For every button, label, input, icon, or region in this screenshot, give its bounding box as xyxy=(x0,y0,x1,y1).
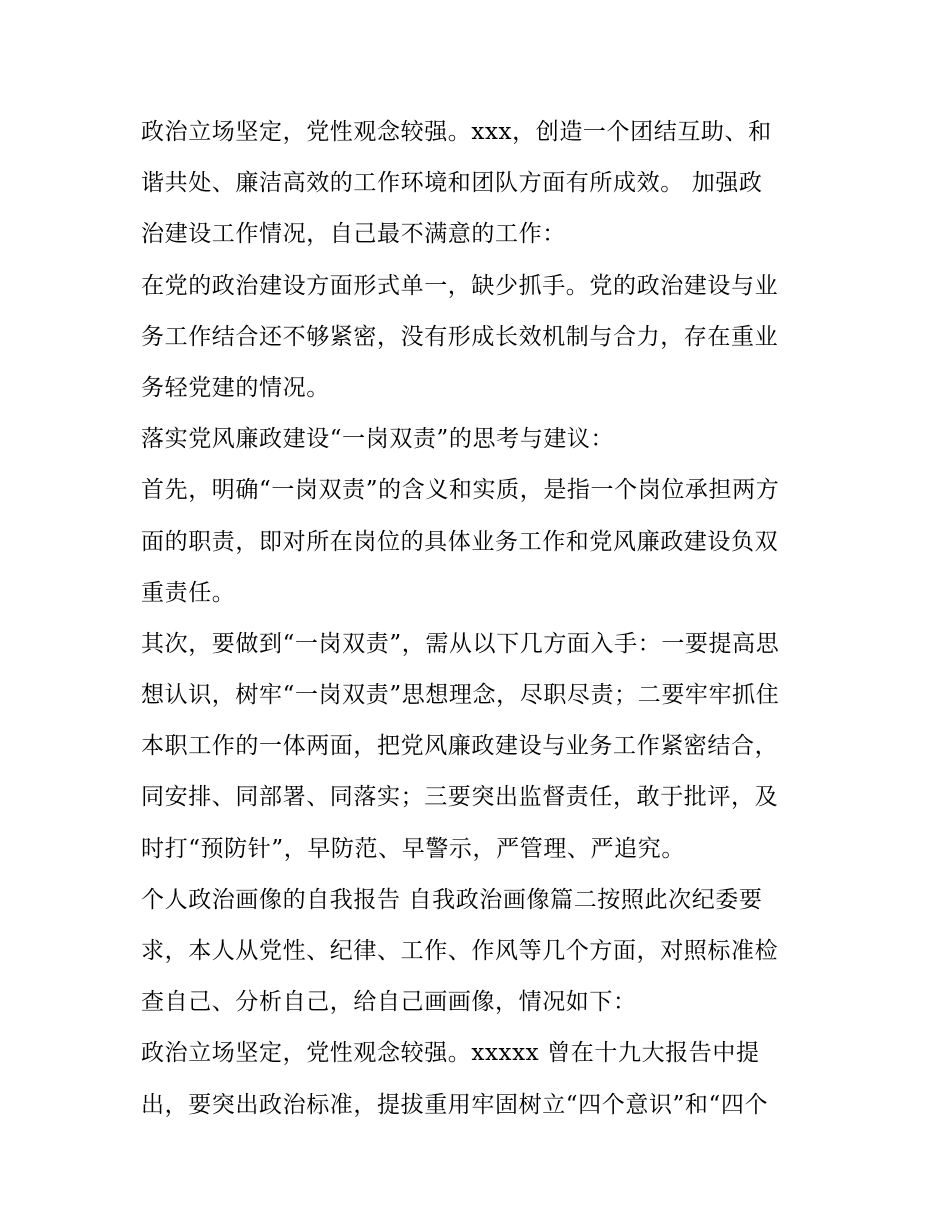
text-line: 个人政治画像的自我报告 自我政治画像篇二按照此次纪委要 xyxy=(141,886,763,913)
text-line: 查自己、分析自己，给自己画画像，情况如下： xyxy=(141,989,637,1016)
text-line: 想认识，树牢“一岗双责”思想理念，尽职尽责；二要牢牢抓住 xyxy=(141,682,780,709)
document-body xyxy=(141,108,831,1132)
text-line: 治建设工作情况，自己最不满意的工作： xyxy=(141,221,566,248)
text-line: 落实党风廉政建设“一岗双责”的思考与建议： xyxy=(141,426,615,453)
text-line: 面的职责，即对所在岗位的具体业务工作和党风廉政建设负双 xyxy=(141,528,779,555)
text-line: 首先，明确“一岗双责”的含义和实质，是指一个岗位承担两方 xyxy=(141,477,780,504)
text-line: 出，要突出政治标准，提拔重用牢固树立“四个意识”和“四个 xyxy=(141,1091,769,1118)
text-line: 政治立场坚定，党性观念较强。xxx，创造一个团结互助、和 xyxy=(141,119,772,145)
text-line: 时打“预防针”，早防范、早警示，严管理、严追究。 xyxy=(141,835,685,862)
text-line: 政治立场坚定，党性观念较强。xxxxx 曾在十九大报告中提 xyxy=(141,1040,760,1067)
text-line: 其次，要做到“一岗双责”，需从以下几方面入手：一要提高思 xyxy=(141,630,780,657)
text-line: 重责任。 xyxy=(141,579,236,606)
text-line: 务轻党建的情况。 xyxy=(141,374,330,401)
text-line: 同安排、同部署、同落实；三要突出监督责任，敢于批评，及 xyxy=(141,784,779,811)
text-line: 求，本人从党性、纪律、工作、作风等几个方面，对照标准检 xyxy=(141,938,779,964)
text-line: 务工作结合还不够紧密，没有形成长效机制与合力，存在重业 xyxy=(141,323,779,350)
text-line: 在党的政治建设方面形式单一，缺少抓手。党的政治建设与业 xyxy=(141,272,779,299)
text-line: 本职工作的一体两面，把党风廉政建设与业务工作紧密结合， xyxy=(141,733,779,760)
text-line: 谐共处、廉洁高效的工作环境和团队方面有所成效。 加强政 xyxy=(141,170,763,197)
